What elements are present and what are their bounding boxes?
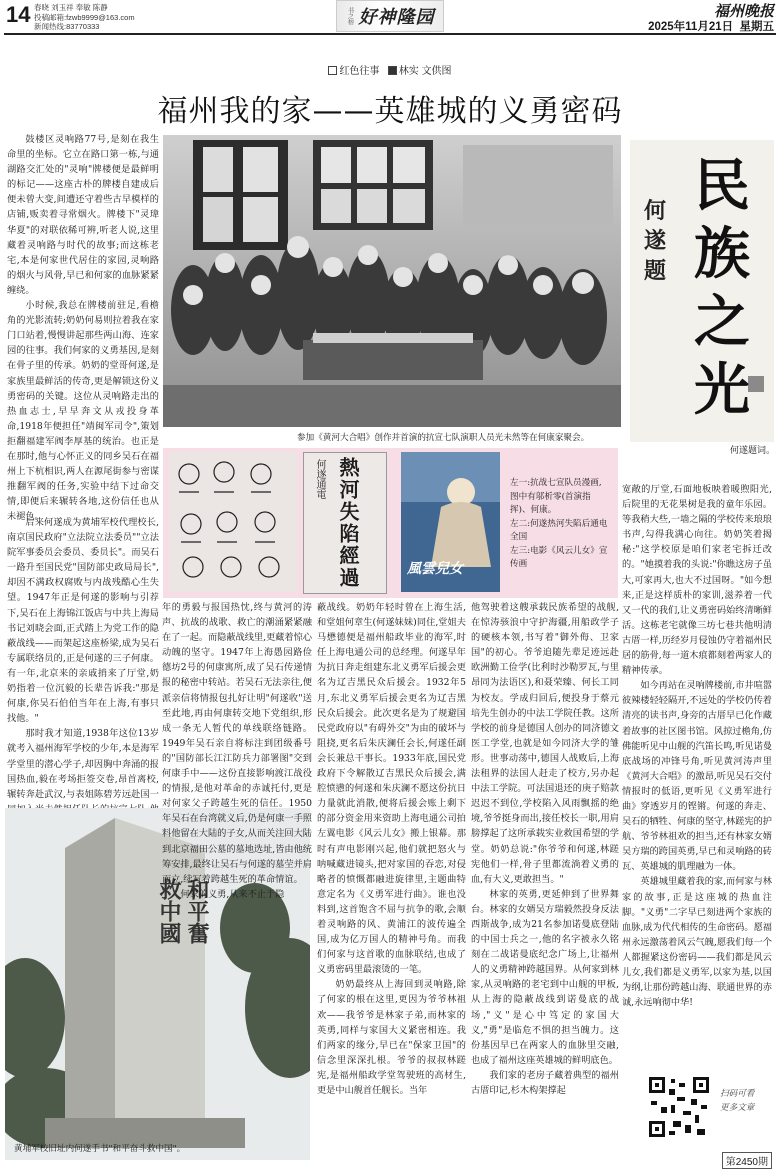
filled-square-icon <box>388 66 397 75</box>
document-title: 熱河失陷經過 <box>336 457 360 589</box>
paragraph: 如今再站在灵响牌楼前,市井喧嚣彼辣楼轻轻隔开,不远处的学校仍传着清亮的读书声,身旁的古厝早已化作藏着故事的社区图书馆。风掠过檐角,仿佛能听见中山舰的汽笛长鸣,听见诺曼底战场的冲锋号角,听见黄河涛声里《黄河大合唱》的激昂,听见吴石交付情报时的低语,更听见《义勇军进行曲》穿透岁月的铿锵。何遂的奔走、吴石的牺牲、何康的坚守,林蹉宪的护航、爷爷林祖欢的担当,还有林家女婿吴方瑞的跨国英勇,早已和灵响路的砖瓦、英雄城的肌理融为一体。 <box>622 680 772 873</box>
paragraph: 奶奶最终从上海回到灵响路,除了何家的根在这里,更因为爷爷林祖欢——我爷爷是林家子弟,而林家的英勇,同样与家国大义紧密相连。我们两家的缘分,早已在"保家卫国"的信念里深深扎根。爷爷的叔叔林蹉宪,是福州船政学堂驾驶班的高材生,更是中山舰首任舰长。当年 <box>317 979 466 1096</box>
article-column-4 <box>471 600 619 1098</box>
tower-inscription-line: 和平奮 <box>184 878 210 944</box>
paragraph: 那时我才知道,1938年这位13岁就考入福州海军学校的少年,本是海军学堂里的潜心学子,却因胸中奔涌的报国热血,毅在考场拒签交卷,昂首离校,辗转奔赴武汉,与表姐陈碧芳远赴国一 <box>7 728 159 800</box>
panel-caption-3: 左三:电影《风云儿女》宣传画 <box>510 545 608 569</box>
group-photo-image <box>163 135 621 427</box>
column-rubric <box>0 62 780 77</box>
paragraph: 何家的义勇,从来不止于隐 <box>180 888 285 900</box>
tower-photo-caption: 黄埔军校旧址内何遂手书"和平奋斗救中国"。 <box>14 1144 186 1154</box>
issue-number: 第2450期 <box>722 1152 772 1169</box>
paragraph: 小时候,我总在牌楼前驻足,看檐角的光影流转;奶奶何易则拉着我在家门口站着,慢慢讲起那些两山海、连家园的往事。我们何家的义勇基因,是刻在骨子里的传承。奶奶的堂哥何遂,是家族里最鲜活的传奇,更是解锁这份义勇密码的关键。这位从灵响路走出的热血志士,早早奔文从戎投身革命,1918年便担任"靖闽军司令",策划拒翻福建军阀李厚基的统治。也正是在那时,他与心怀正义的同乡吴石在福州上下杭相识,两人在源尾街参与密谋推翻军阀的任务,实验中结下过命交情,即便后来辗转各地,这份信任也从未褪色。 <box>7 300 159 523</box>
empty-square-icon <box>328 66 337 75</box>
poster-title: 風雲兒女 <box>407 561 463 577</box>
rubric-column: 红色往事 <box>339 66 380 77</box>
issue-date <box>648 18 774 34</box>
banner-title: 好神隆园 <box>358 7 435 28</box>
paragraph: 我们家的老房子藏着典型的福州古厝印记,杉木构架撑起 <box>471 1069 619 1096</box>
date-text: 2025年11月21日 <box>648 21 734 33</box>
paragraph: 年的勇毅与报国热忱,终与黄河的涛声、抗战的战歌、救亡的潮涌紧紧融在了一起。而隐蔽战线里,更藏着惊心动魄的坚守。1947年上海愚园路俭德坊2号的何康寓所,成了吴石传递情报的秘密中转站。若吴石无法亲往,便派亲信将情报包扎好让明"何遂收"送至此地,再由何康转交地下党组织,形成一条无人暂代的单线联络链路。1949年吴石亲自将标注到团级番号的"国防部长江江防兵力部署图"交到何康手中——这份直接影响渡江战役的情报,是他对革命的赤诚托付,更是对何家父子跨越生死的信任。1950年吴石在台湾就义后,仍是何康一手照料他留在大陆的子女,从而关注回大陆到北京福田公墓的墓地选址,皆由他统筹安排,最终让吴石与何遂的墓茔并肩而立,续写着跨越生死的革命情谊。 <box>162 602 312 885</box>
paragraph: 鼓楼区灵响路77号,是刻在我生命里的坐标。它立在路口第一栋,与通湖路交汇处的"灵响"牌楼便是最鲜明的标记——这座古朴的牌楼自建成后便未曾大变,间遭还守着些古早模样的店铺,贩卖着寻常烟火。牌楼下"灵瑋华夏"的对联依稀可辨,听老人说,这里藏着灵响路与时代的故事;而这栋老宅,本是何家世代居住的家园,灵响路的烟火与风骨,早已和何家的血脉紧紧缠绕。 <box>7 134 159 296</box>
document-head: 何遂通電 <box>314 459 325 499</box>
cartoon-image <box>169 452 297 592</box>
qr-caption-line: 扫码可看 <box>720 1089 755 1099</box>
paragraph: 蔽战线。奶奶年轻时曾在上海生活,和堂姐何章生(何遂妹妹)同住,堂姐夫马懋德便是福州船政毕业的海军,时任上海电通公司的总经理。何遂早年为抗日奔走组建东北义勇军后援会更名为辽吉黑民众后援会。1932年5月,东北义勇军后援会更名为辽吉黑民众后援会。此次更名是为了规避国民党政府以"有碍外交"为由的破坏与阻挠,更名后朱庆澜任会长,何遂任副会长兼总干事长。1933年底,国民党政府下令解散辽吉黑民众后援会,满腔愤懑的何遂和朱庆澜不愿这份抗日力量就此消散,便将后援会账上剩下的部分资金用来资助上海电通公司拍左翼电影《风云儿女》搬上银幕。那时有声电影刚兴起,他们就把怒火与呐喊藏进镜头,把对家国的吞恋,对侵略者的愤慨都融进旋律里,主题曲特意定名为《义勇军进行曲》。谁也没料到,这首饱含不屈与抗争的歌,会顺着灵响路的风、黄浦江的波传遍全国,成为亿万国人的精神号角。而我们何家与这首歌的血脉联结,也成了义勇密码里最滚烫的一笔。 <box>317 602 466 976</box>
paragraph: 林家的英勇,更延伸到了世界舞台。林家的女婿吴方瑞毅然投身反法西斯战争,成为21名参加诺曼底登陆的中国士兵之一,他的名字被永久铭刻在二战诺曼底纪念广场上,让福州人的义勇精神跨越国界。从何家到林家,从灵响路的老宅到中山舰的甲板,从上海的隐蔽战线到诺曼底的战场,"义"是心中笃定的家国大义,"勇"是临危不惧的担当魄力。这份基因早已在两家人的血脉里交融,也成了福州这座英雄城的鲜明底色。 <box>471 888 619 1066</box>
qr-code-icon <box>647 1075 711 1139</box>
article-headline: 福州我的家——英雄城的义勇密码 <box>157 94 623 129</box>
qr-caption-line: 更多文章 <box>720 1103 755 1113</box>
tower-inscription-line: 救中國 <box>156 878 182 944</box>
article-column-3 <box>317 600 466 1098</box>
group-photo <box>163 135 621 427</box>
movie-poster-image <box>401 452 500 592</box>
calligraphy-signature: 何遂 题 <box>643 198 666 284</box>
panel-caption-2: 左二:何遂热河失陷后通电全国 <box>510 518 608 542</box>
banner-small-text: 书之榕 <box>346 7 354 25</box>
article-column-2 <box>162 600 312 902</box>
paragraph: 他驾驶着这艘承载民族希望的战舰,在惊涛骇浪中守护海疆,用船政学子的硬核本领,书写着"御外侮、卫家国"的初心。爷爷追随先辈足迹远赴欧洲勤工俭学(比利时沙勒罗瓦,与里昂同为法语区),和聂荣臻、何长工同为校友。学成归回后,便投身于蔡元培先生创办的中法工学院任教。这所学校的前身是德国人创办的同济德文医工学堂,也就是如今同济大学的雏形。世事动荡中,德国人战败后,上海法租界的法国人赶走了校方,另办起中法工学院。可法国退还的庚子赔款迟迟不到位,学校陷入风雨飘摇的绝境,爷爷挺身而出,接任校长一职,用肩膀撑起了这所承载实业救国希望的学堂。奶奶总说:"你爷爷和何遂,林蹉宪他们一样,骨子里都流淌着义勇的血,有大义,更敢担当。" <box>471 602 619 885</box>
editor-credits <box>34 3 135 32</box>
paragraph: 后来何遂成为黄埔军校代理校长,南京国民政府"立法院立法委员""立法院军事委员会委员、委员长"。而吴石一路升至国民党"国防部史政局局长",却因不满政权腐败与内战残酷心生失望。1947年正是何遂的影响与引荐下,吴石在上海锦江饭店与中共上海局书记刘晓会面,正式踏上为党工作的隐蔽战线——而架起这座桥梁,成为吴石专属联络员的,正是何遂的三子何康。有一年,北京来的亲戚捎来了厅堂,奶奶指着一位沉毅的长辈告诉我:"那是何康,你吴石伯伯当年在上海,有事只找他。" <box>7 517 159 725</box>
telegram-document-image <box>303 452 387 594</box>
page-number: 14 <box>6 2 31 27</box>
paragraph: 宽敞的厅堂,石面地板映着暖煦阳光,后院里的无花果树是我的童年乐园。等我稍大些,一墙之隔的学校传来琅琅书声,勾得我满心向往。奶奶笑着揭秘:"这学校原是咱们家老宅拆迁改的。"她摸着我的头说:"你瞧这房子虽大,可家再大,也大不过国呀。"如今想来,正是这样质朴的家训,滋养着一代又一代的我们,让义勇密码始终清晰鲜活。这栋老宅就像三坊七巷共他明清古厝一样,历经岁月侵蚀仍守着福州民居的筋骨,每一道木痕都刻着两家人的精神传承。 <box>622 484 772 677</box>
group-photo-caption: 参加《黄河大合唱》创作并首演的抗宣七队演职人员光未然等在何康家聚会。 <box>297 433 590 443</box>
credit-line: 春晓 刘玉祥 奉敏 陈静 <box>34 3 108 12</box>
panel-captions <box>510 477 610 572</box>
credit-line: 投稿邮箱:fzwb9999@163.com <box>34 12 135 22</box>
rubric-suffix: 文供图 <box>421 66 452 77</box>
cartoon-drawing <box>169 452 297 592</box>
paragraph: 英雄城里藏着我的家,而何家与林家的故事,正是这座城的热血注脚。"义勇"二字早已刻进两个家族的血脉,成为代代相传的生命密码。愿福州永远激荡着风云气魄,愿我们每一个人都握紧这份密码——我们都是风云儿女,我们都是义勇军,以家为基,以国为纲,让那份跨越山海、联通世界的赤诚,永远响彻中华! <box>622 876 772 1009</box>
newspaper-name: 福州晚报 <box>713 2 774 20</box>
weekday-text: 星期五 <box>739 21 774 33</box>
calligraphy-text: 民族之光 <box>694 153 750 423</box>
panel-caption-1: 左一:抗战七宣队员漫画,图中有邬析零(首演指挥)、何康。 <box>510 478 602 515</box>
qr-code[interactable] <box>647 1075 711 1139</box>
article-column-5 <box>622 482 772 1010</box>
section-banner <box>336 0 444 32</box>
calligraphy-caption: 何遂题词。 <box>730 446 776 456</box>
header-rule <box>4 33 776 35</box>
qr-caption <box>720 1087 754 1115</box>
article-column-1 <box>7 132 159 524</box>
rubric-author: 林实 <box>398 66 419 77</box>
credit-line: 新闻热线:83770333 <box>34 22 100 31</box>
